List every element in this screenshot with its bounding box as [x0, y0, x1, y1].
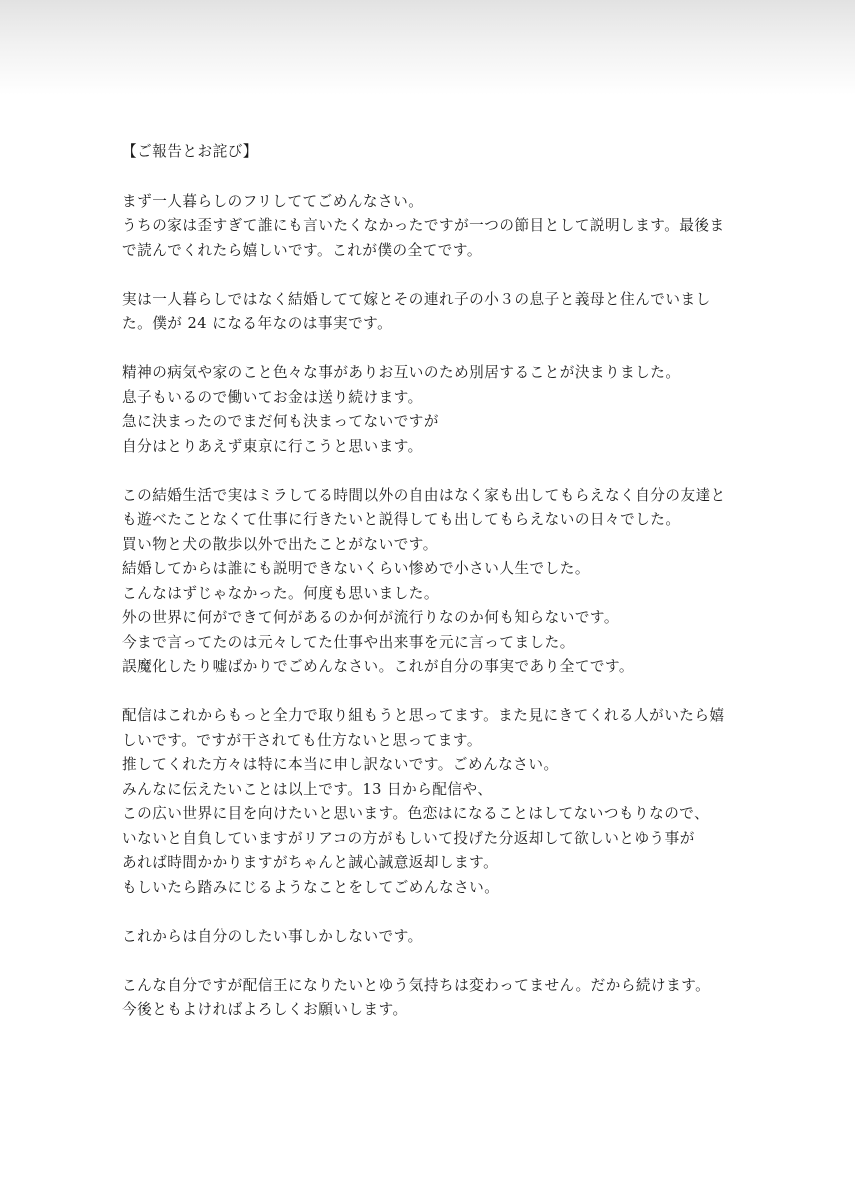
text-line: 結婚してからは誰にも説明できないくらい惨めで小さい人生でした。 — [122, 560, 590, 577]
paragraph-closing — [122, 974, 722, 1023]
text-line: もしいたら踏みにじるようなことをしてごめんなさい。 — [122, 878, 500, 896]
top-shadow — [0, 0, 855, 95]
paragraph-apology-intro — [122, 190, 725, 264]
text-line: この広い世界に目を向けたいと思います。色恋はになることはしてないつもりなので、 — [122, 805, 710, 822]
text-line: 精神の病気や家のこと色々な事がありお互いのため別居することが決まりました。 — [122, 364, 681, 381]
paragraph-marriage — [122, 288, 722, 337]
text-line: あれば時間かかりますがちゃんと誠心誠意返却します。 — [122, 854, 499, 871]
text-line: これからは自分のしたい事しかしないです。 — [122, 927, 423, 945]
document-title: 【ご報告とお詫び】 — [122, 143, 258, 160]
text-line: で読んでくれたら嬉しいです。これが僕の全てです。 — [122, 241, 482, 259]
text-line: 誤魔化したり嘘ばかりでごめんなさい。これが自分の事実であり全てです。 — [122, 658, 635, 675]
text-line: 今まで言ってたのは元々してた仕事や出来事を元に言ってました。 — [122, 633, 575, 651]
text-line: 推してくれた方々は特に本当に申し訳ないです。ごめんなさい。 — [122, 756, 559, 773]
paragraph-streaming — [122, 704, 725, 900]
text-line: 息子もいるので働いてお金は送り続けます。 — [122, 388, 423, 406]
statement-document — [122, 140, 726, 1023]
text-line: た。僕が 24 になる年なのは事実です。 — [122, 315, 393, 332]
text-line: も遊べたことなくて仕事に行きたいと説得しても出してもらえないの日々でした。 — [122, 511, 681, 528]
text-line: 実は一人暮らしではなく結婚してて嫁とその連れ子の小３の息子と義母と住んでいまし — [122, 290, 711, 308]
text-line: いないと自負していますがリアコの方がもしいて投げた分返却して欲しいとゆう事が — [122, 829, 695, 847]
text-line: 急に決まったのでまだ何も決まってないですが — [122, 413, 439, 430]
text-line: 買い物と犬の散歩以外で出たことがないです。 — [122, 535, 438, 553]
text-line: この結婚生活で実はミラしてる時間以外の自由はなく家も出してもらえなく自分の友達と — [122, 486, 726, 504]
paragraph-from-now — [122, 925, 722, 950]
text-line: 配信はこれからもっと全力で取り組もうと思ってます。また見にきてくれる人がいたら嬉 — [122, 707, 725, 724]
text-line: みんなに伝えたいことは以上です。13 日から配信や、 — [122, 780, 493, 798]
text-line: まず一人暮らしのフリしててごめんなさい。 — [122, 192, 424, 210]
text-line: 外の世界に何ができて何があるのか何が流行りなのか何も知らないです。 — [122, 609, 619, 626]
text-line: しいです。ですが干されても仕方ないと思ってます。 — [122, 731, 482, 749]
text-line: こんなはずじゃなかった。何度も思いました。 — [122, 584, 439, 602]
text-line: 今後ともよければよろしくお願いします。 — [122, 1001, 408, 1018]
text-line: うちの家は歪すぎて誰にも言いたくなかったですが一つの節目として説明します。最後ま — [122, 217, 725, 234]
paragraph-separation — [122, 361, 722, 459]
text-line: こんな自分ですが配信王になりたいとゆう気持ちは変わってません。だから続けます。 — [122, 976, 711, 994]
paragraph-married-life — [122, 484, 726, 680]
text-line: 自分はとりあえず東京に行こうと思います。 — [122, 437, 423, 455]
